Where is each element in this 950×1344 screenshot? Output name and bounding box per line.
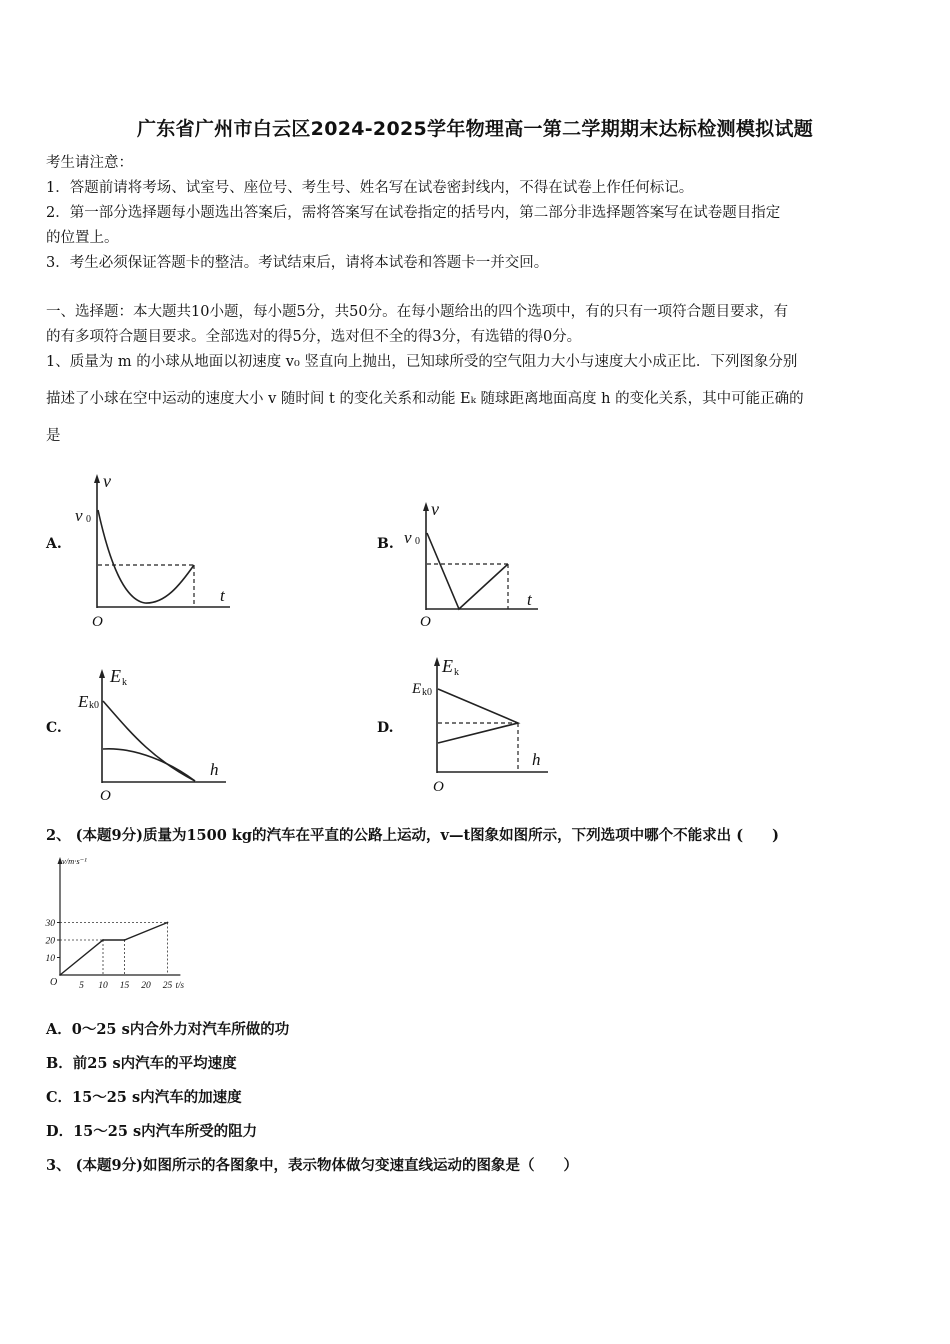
graph-b-curve [427,533,508,609]
data-point [124,939,126,941]
graph-a-curve [98,510,194,603]
origin-label: O [50,977,58,988]
notice-item-2: 2．第一部分选择题每小题选出答案后，需将答案写在试卷指定的括号内，第二部分非选择题答案写在试卷题目指定 [46,205,781,221]
q2-stem: 2、 (本题9分)质量为1500 kg的汽车在平直的公路上运动，v—t图象如图所示，下列选项中哪个不能求出 ( ) [46,827,779,844]
data-point [59,974,61,976]
q2-option-a[interactable]: A．0～25 s内合外力对汽车所做的功 [46,1021,290,1038]
q3-stem: 3、 (本题9分)如图所示的各图象中，表示物体做匀变速直线运动的图象是（ ） [46,1157,578,1174]
y-tick-label: 20 [45,936,55,947]
q1-graph-d [408,653,558,793]
q1-stem-line-3: 是 [46,428,61,444]
graph-b-t-label: t [527,590,532,609]
graph-c-ek0-label: E [78,692,89,711]
q2-option-b[interactable]: B．前25 s内汽车的平均速度 [46,1055,237,1072]
q1-graph-b [400,498,550,628]
graph-b-v-label: v [431,499,439,519]
graph-d-origin: O [433,779,444,795]
graph-d-h-label: h [532,750,541,769]
x-tick-label: 15 [119,981,130,991]
notice-item-1: 1．答题前请将考场、试室号、座位号、考生号、姓名写在试卷密封线内，不得在试卷上作任何标记。 [46,180,694,196]
q1-option-b[interactable]: B. [377,536,394,552]
q1-option-c[interactable]: C. [46,720,62,736]
graph-d-ek0-sub: k0 [422,687,432,698]
data-point [102,939,104,941]
q1-stem-line-1: 1、质量为 m 的小球从地面以初速度 v₀ 竖直向上抛出，已知球所受的空气阻力大小与速度大小成正比．下列图象分别 [46,354,798,370]
section-intro-line-1: 一、选择题：本大题共10小题，每小题5分，共50分。在每小题给出的四个选项中，有的只有一项符合题目要求，有 [46,304,789,320]
notice-heading: 考生请注意： [46,155,133,171]
q1-option-d[interactable]: D. [377,720,394,736]
graph-b-origin: O [420,614,431,630]
x-tick-label: 5 [79,981,84,991]
graph-b-v0-sub: 0 [415,536,420,547]
q2-vt-chart [44,855,194,990]
x-tick-label: 10 [98,981,108,991]
graph-c-origin: O [100,788,111,804]
graph-d-ek-sub: k [454,667,459,678]
section-intro-line-2: 的有多项符合题目要求。全部选对的得5分，选对但不全的得3分，有选错的得0分。 [46,329,582,345]
q2-option-c[interactable]: C．15～25 s内汽车的加速度 [46,1089,242,1106]
x-tick-label: 25 [162,981,173,991]
graph-b-v0-label: v [404,528,412,547]
data-point [167,922,169,924]
notice-item-2-cont: 的位置上。 [46,230,119,246]
y-tick-label: 30 [45,919,55,929]
graph-d-ek0-label: E [412,681,422,697]
notice-item-3: 3．考生必须保证答题卡的整洁。考试结束后，请将本试卷和答题卡一并交回。 [46,255,549,271]
graph-a-t-label: t [220,586,225,605]
graph-a-v0-label: v [75,506,83,525]
x-tick-label: 20 [141,981,151,991]
graph-a-v0-sub: 0 [86,514,91,525]
graph-c-h-label: h [210,760,219,779]
graph-c-ek0-sub: k0 [89,700,99,711]
graph-d-ek-label: E [442,656,453,676]
graph-c-curve-lower [103,749,195,781]
q1-graph-c [76,663,226,803]
graph-a-v-label: v [103,471,111,491]
q1-option-a[interactable]: A. [46,536,62,552]
graph-c-ek-label: E [110,666,121,686]
graph-d-curves [438,689,518,743]
velocity-line [60,923,168,976]
q1-graph-a [70,470,245,630]
graph-c-curve-upper [103,701,195,781]
q1-stem-line-2: 描述了小球在空中运动的速度大小 v 随时间 t 的变化关系和动能 Eₖ 随球距离地面高度 h 的变化关系，其中可能正确的 [46,391,804,407]
x-axis-label: t/s [175,980,185,990]
q2-option-d[interactable]: D．15～25 s内汽车所受的阻力 [46,1123,258,1140]
page-title: 广东省广州市白云区2024-2025学年物理高一第二学期期末达标检测模拟试题 [136,118,814,140]
graph-a-origin: O [92,614,103,630]
y-tick-label: 10 [45,954,55,964]
y-axis-label: v/m·s⁻¹ [62,856,87,866]
graph-c-ek-sub: k [122,677,127,688]
